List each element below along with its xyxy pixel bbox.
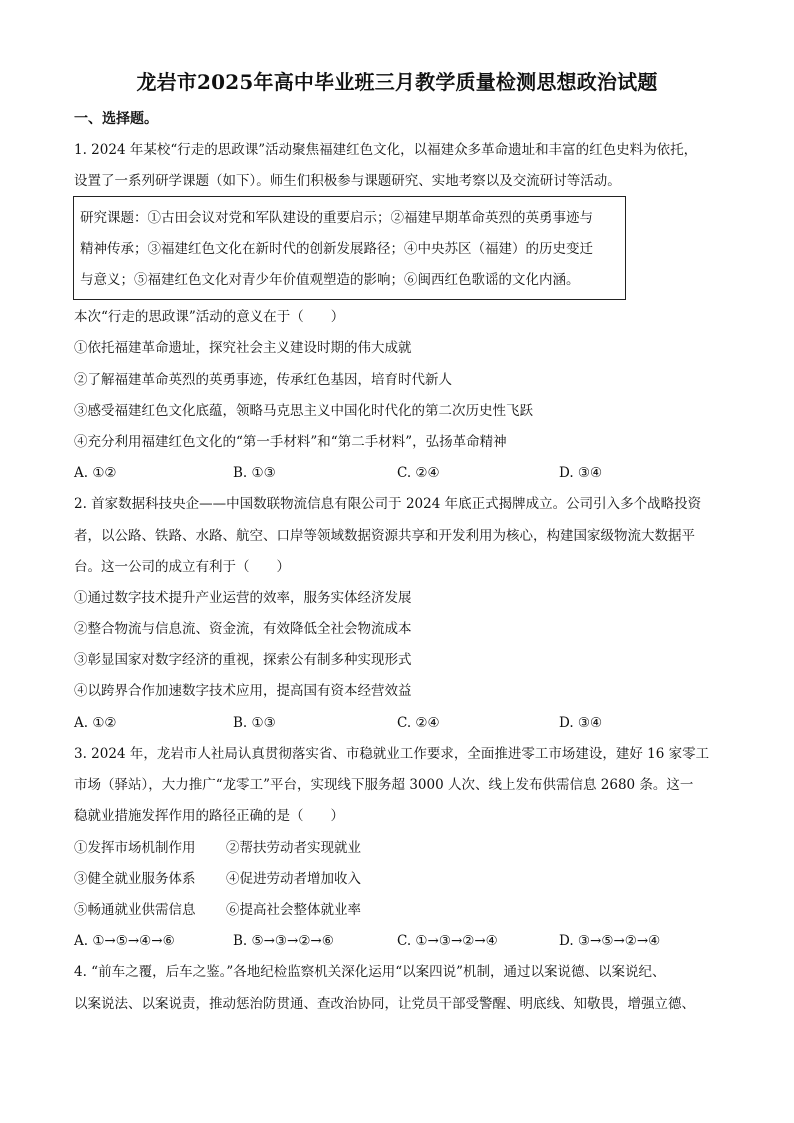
- q2-option-b[interactable]: B. ①③: [233, 715, 276, 731]
- q3-item-1: ①发挥市场机制作用: [74, 840, 196, 856]
- q2-item-4: ④以跨界合作加速数字技术应用，提高国有资本经营效益: [74, 683, 412, 699]
- q1-option-a[interactable]: A. ①②: [74, 465, 117, 481]
- q3-item-2: ②帮扶劳动者实现就业: [226, 840, 361, 856]
- q3-item-3: ③健全就业服务体系: [74, 871, 196, 887]
- q2-item-2: ②整合物流与信息流、资金流，有效降低全社会物流成本: [74, 621, 412, 637]
- q1-item-1: ①依托福建革命遗址，探究社会主义建设时期的伟大成就: [74, 340, 412, 356]
- q3-item-5: ⑤畅通就业供需信息: [74, 902, 196, 918]
- q3-line-3: 稳就业措施发挥作用的路径正确的是（ ）: [74, 808, 344, 824]
- q1-item-2: ②了解福建革命英烈的英勇事迹，传承红色基因，培育时代新人: [74, 372, 452, 388]
- q2-line-1: 2. 首家数据科技央企——中国数联物流信息有限公司于 2024 年底正式揭牌成立。公司引入多个战略投资: [74, 496, 702, 512]
- q2-line-3: 台。这一公司的成立有利于（ ）: [74, 559, 290, 575]
- q1-stem: 本次“行走的思政课”活动的意义在于（ ）: [74, 309, 345, 325]
- q3-item-4: ④促进劳动者增加收入: [226, 871, 361, 887]
- q3-item-6: ⑥提高社会整体就业率: [226, 902, 361, 918]
- q2-line-2: 者，以公路、铁路、水路、航空、口岸等领域数据资源共享和开发利用为核心，构建国家级物流大数据平: [74, 528, 695, 544]
- page-title: 龙岩市2025年高中毕业班三月教学质量检测思想政治试题: [136, 70, 658, 94]
- q1-item-4: ④充分利用福建红色文化的“第一手材料”和“第二手材料”，弘扬革命精神: [74, 434, 507, 450]
- box-line-1: 研究课题：①古田会议对党和军队建设的重要启示；②福建早期革命英烈的英勇事迹与: [80, 210, 593, 226]
- q1-option-c[interactable]: C. ②④: [397, 465, 440, 481]
- q3-option-b[interactable]: B. ⑤→③→②→⑥: [233, 933, 334, 949]
- q4-line-2: 以案说法、以案说责，推动惩治防贯通、查改治协同，让党员干部受警醒、明底线、知敬畏，增强立德、: [74, 996, 695, 1012]
- q2-item-1: ①通过数字技术提升产业运营的效率，服务实体经济发展: [74, 590, 412, 606]
- q1-option-d[interactable]: D. ③④: [559, 465, 603, 481]
- q3-line-2: 市场（驿站），大力推广“龙零工”平台，实现线下服务超 3000 人次、线上发布供需信息 2680 条。这一: [74, 777, 694, 793]
- q2-option-d[interactable]: D. ③④: [559, 715, 603, 731]
- q2-item-3: ③彰显国家对数字经济的重视，探索公有制多种实现形式: [74, 652, 412, 668]
- q1-item-3: ③感受福建红色文化底蕴，领略马克思主义中国化时代化的第二次历史性飞跃: [74, 403, 533, 419]
- box-line-3: 与意义；⑤福建红色文化对青少年价值观塑造的影响；⑥闽西红色歌谣的文化内涵。: [80, 272, 580, 288]
- q4-line-1: 4. “前车之覆，后车之鉴。”各地纪检监察机关深化运用“以案四说”机制，通过以案说德、以案说纪、: [74, 964, 666, 980]
- q1-line-2: 设置了一系列研学课题（如下）。师生们积极参与课题研究、实地考察以及交流研讨等活动。: [74, 173, 621, 189]
- q3-option-c[interactable]: C. ①→③→②→④: [397, 933, 498, 949]
- q3-line-1: 3. 2024 年，龙岩市人社局认真贯彻落实省、市稳就业工作要求，全面推进零工市场建设，建好 16 家零工: [74, 746, 710, 762]
- q2-option-a[interactable]: A. ①②: [74, 715, 117, 731]
- section-heading: 一、选择题。: [74, 111, 158, 127]
- q3-option-d[interactable]: D. ③→⑤→②→④: [559, 933, 661, 949]
- q1-line-1: 1. 2024 年某校“行走的思政课”活动聚焦福建红色文化，以福建众多革命遗址和丰富的红色史料为依托，: [74, 142, 698, 158]
- box-line-2: 精神传承；③福建红色文化在新时代的创新发展路径；④中央苏区（福建）的历史变迁: [80, 241, 593, 257]
- q3-option-a[interactable]: A. ①→⑤→④→⑥: [74, 933, 175, 949]
- q2-option-c[interactable]: C. ②④: [397, 715, 440, 731]
- q1-option-b[interactable]: B. ①③: [233, 465, 276, 481]
